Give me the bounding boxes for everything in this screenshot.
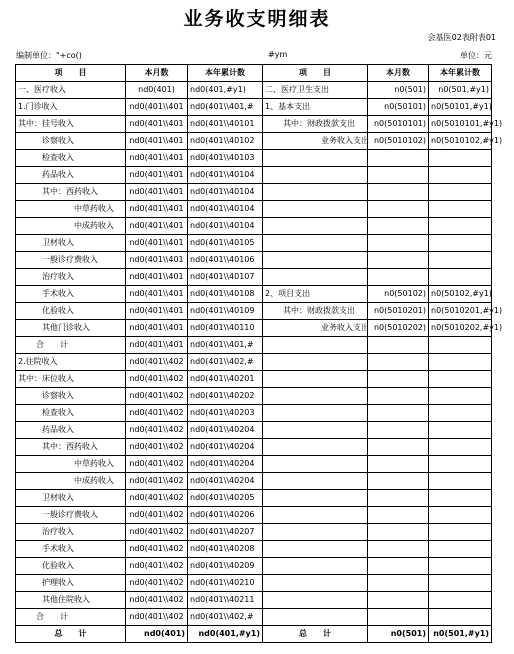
expense-ytd-value [429,388,492,405]
table-row [16,235,492,252]
income-ytd-value: nd0(401\\40202 [188,388,263,405]
expense-ytd-value [429,507,492,524]
expense-item: 业务收入支出 [263,320,368,337]
income-ytd-value: nd0(401\\40204 [188,473,263,490]
expense-item [263,524,368,541]
income-month-value: nd0(401\\402 [126,490,188,507]
expense-ytd-value [429,575,492,592]
income-item: 化验收入 [16,303,126,320]
income-month-value: nd0(401\\401 [126,286,188,303]
expense-item [263,201,368,218]
expense-ytd-value [429,235,492,252]
income-item: 1.门诊收入 [16,99,126,116]
income-item: 合 计 [16,337,126,354]
table-row [16,201,492,218]
table-row [16,286,492,303]
expense-ytd-value [429,150,492,167]
expense-ytd-value [429,337,492,354]
income-month-value: nd0(401\\402 [126,422,188,439]
income-item: 一般诊疗费收入 [16,252,126,269]
expense-month-value [368,252,429,269]
expense-ytd-value [429,252,492,269]
income-item: 其他住院收入 [16,592,126,609]
income-ytd-value: nd0(401\\40107 [188,269,263,286]
table-row [16,558,492,575]
expense-ytd-value [429,167,492,184]
income-month-value: nd0(401\\402 [126,609,188,626]
compiling-unit: 编制单位："+co() [16,51,82,60]
expense-month-value: n0(5010202) [368,320,429,337]
income-item: 药品收入 [16,167,126,184]
income-ytd-value: nd0(401\\40104 [188,184,263,201]
expense-ytd-value [429,558,492,575]
table-row [16,541,492,558]
income-item: 护理收入 [16,575,126,592]
income-item: 诊察收入 [16,388,126,405]
expense-month-value [368,167,429,184]
expense-item [263,150,368,167]
expense-ytd-value [429,371,492,388]
income-month-value: nd0(401\\401 [126,116,188,133]
expense-month-value [368,541,429,558]
table-row [16,490,492,507]
table-row [16,82,492,99]
expense-month-value [368,592,429,609]
expense-month-value: n0(50102) [368,286,429,303]
income-total-ytd: nd0(401,#y1) [188,626,263,643]
income-month-value: nd0(401\\401 [126,337,188,354]
detail-table [15,64,503,643]
table-row [16,184,492,201]
expense-month-value [368,507,429,524]
expense-ytd-value: n0(50101,#y1) [429,99,492,116]
income-ytd-value: nd0(401,#y1) [188,82,263,99]
income-month-value: nd0(401\\401 [126,99,188,116]
income-ytd-value: nd0(401\\40204 [188,422,263,439]
expense-ytd-value [429,456,492,473]
expense-month-value [368,218,429,235]
expense-month-value: n0(5010102) [368,133,429,150]
expense-month-value [368,405,429,422]
income-month-value: nd0(401) [126,82,188,99]
table-row [16,388,492,405]
expense-item [263,388,368,405]
income-ytd-value: nd0(401\\40103 [188,150,263,167]
expense-item [263,575,368,592]
income-month-value: nd0(401\\401 [126,252,188,269]
header-item-left: 项 目 [16,65,126,82]
expense-item [263,507,368,524]
income-ytd-value: nd0(401\\402,# [188,609,263,626]
income-ytd-value: nd0(401\\40201 [188,371,263,388]
table-row [16,218,492,235]
income-item: 一、医疗收入 [16,82,126,99]
expense-ytd-value: n0(50102,#y1) [429,286,492,303]
expense-item [263,490,368,507]
table-row [16,116,492,133]
form-number: 会基医02表附表01 [427,33,496,42]
income-item: 药品收入 [16,422,126,439]
table-row [16,354,492,371]
income-ytd-value: nd0(401\\40105 [188,235,263,252]
income-item: 合 计 [16,609,126,626]
expense-month-value [368,524,429,541]
table-row [16,473,492,490]
expense-ytd-value [429,354,492,371]
expense-item [263,558,368,575]
expense-item [263,592,368,609]
table-row [16,371,492,388]
currency-unit: 单位：元 [460,51,492,60]
expense-ytd-value: n0(5010102,#y1) [429,133,492,150]
income-ytd-value: nd0(401\\40203 [188,405,263,422]
income-month-value: nd0(401\\402 [126,354,188,371]
income-item: 治疗收入 [16,524,126,541]
income-month-value: nd0(401\\402 [126,473,188,490]
income-ytd-value: nd0(401\\40101 [188,116,263,133]
table-row [16,422,492,439]
income-ytd-value: nd0(401\\40208 [188,541,263,558]
expense-ytd-value: n0(501,#y1) [429,82,492,99]
header-item-right: 项 目 [263,65,368,82]
income-month-value: nd0(401\\402 [126,507,188,524]
income-ytd-value: nd0(401\\40204 [188,439,263,456]
income-month-value: nd0(401\\401 [126,320,188,337]
expense-month-value [368,575,429,592]
table-row [16,524,492,541]
expense-ytd-value [429,405,492,422]
income-item: 诊察收入 [16,133,126,150]
expense-ytd-value [429,439,492,456]
expense-ytd-value [429,592,492,609]
expense-month-value: n0(5010201) [368,303,429,320]
expense-ytd-value: n0(5010201,#y1) [429,303,492,320]
income-item: 中草药收入 [16,201,126,218]
expense-ytd-value [429,473,492,490]
income-ytd-value: nd0(401\\401,# [188,99,263,116]
report-period: #ym [268,50,288,59]
table-row [16,456,492,473]
income-item: 卫材收入 [16,235,126,252]
expense-item [263,473,368,490]
income-item: 中成药收入 [16,473,126,490]
income-month-value: nd0(401\\402 [126,592,188,609]
table-row [16,439,492,456]
income-item: 卫材收入 [16,490,126,507]
income-ytd-value: nd0(401\\40108 [188,286,263,303]
income-ytd-value: nd0(401\\40104 [188,218,263,235]
expense-ytd-value: n0(5010101,#y1) [429,116,492,133]
income-month-value: nd0(401\\401 [126,167,188,184]
income-item: 化验收入 [16,558,126,575]
expense-ytd-value: n0(5010202,#y1) [429,320,492,337]
table-row [16,405,492,422]
expense-month-value [368,371,429,388]
table-row [16,337,492,354]
expense-month-value [368,558,429,575]
income-total-label: 总 计 [16,626,126,643]
income-month-value: nd0(401\\402 [126,405,188,422]
income-month-value: nd0(401\\402 [126,388,188,405]
expense-item: 二、医疗卫生支出 [263,82,368,99]
table-row [16,269,492,286]
grand-total-row [16,626,492,643]
expense-month-value [368,490,429,507]
expense-item [263,371,368,388]
expense-item [263,235,368,252]
expense-item [263,269,368,286]
income-item: 其中：挂号收入 [16,116,126,133]
expense-month-value [368,150,429,167]
expense-month-value [368,354,429,371]
table-row [16,133,492,150]
expense-month-value [368,473,429,490]
expense-month-value [368,456,429,473]
expense-item [263,218,368,235]
expense-month-value [368,201,429,218]
income-month-value: nd0(401\\401 [126,150,188,167]
income-item: 手术收入 [16,541,126,558]
income-month-value: nd0(401\\402 [126,371,188,388]
expense-item [263,252,368,269]
income-ytd-value: nd0(401\\40204 [188,456,263,473]
expense-month-value: n0(501) [368,82,429,99]
expense-ytd-value [429,609,492,626]
expense-item: 其中：财政拨款支出 [263,116,368,133]
income-ytd-value: nd0(401\\40205 [188,490,263,507]
income-item: 手术收入 [16,286,126,303]
income-item: 治疗收入 [16,269,126,286]
header-month-right: 本月数 [368,65,429,82]
income-ytd-value: nd0(401\\40104 [188,167,263,184]
table-row [16,320,492,337]
table-row [16,575,492,592]
income-total-month: nd0(401) [126,626,188,643]
income-item: 其中：西药收入 [16,184,126,201]
expense-ytd-value [429,184,492,201]
expense-item [263,337,368,354]
income-ytd-value: nd0(401\\40206 [188,507,263,524]
income-ytd-value: nd0(401\\40104 [188,201,263,218]
expense-month-value: n0(50101) [368,99,429,116]
expense-total-month: n0(501) [368,626,429,643]
income-month-value: nd0(401\\402 [126,439,188,456]
income-month-value: nd0(401\\401 [126,184,188,201]
expense-month-value [368,422,429,439]
header-month-left: 本月数 [126,65,188,82]
income-month-value: nd0(401\\401 [126,303,188,320]
income-item: 中成药收入 [16,218,126,235]
income-month-value: nd0(401\\401 [126,201,188,218]
income-ytd-value: nd0(401\\401,# [188,337,263,354]
expense-month-value [368,609,429,626]
income-item: 其中：床位收入 [16,371,126,388]
expense-item: 业务收入支出 [263,133,368,150]
income-month-value: nd0(401\\402 [126,456,188,473]
expense-item [263,167,368,184]
expense-item [263,439,368,456]
expense-month-value [368,269,429,286]
expense-item: 2、项目支出 [263,286,368,303]
expense-item [263,422,368,439]
header-row [16,65,492,82]
expense-item [263,405,368,422]
income-ytd-value: nd0(401\\40211 [188,592,263,609]
table-row [16,609,492,626]
header-ytd-right: 本年累计数 [429,65,492,82]
expense-month-value [368,337,429,354]
expense-month-value [368,184,429,201]
expense-ytd-value [429,524,492,541]
income-item: 检查收入 [16,150,126,167]
income-ytd-value: nd0(401\\40109 [188,303,263,320]
expense-item [263,456,368,473]
income-item: 其中：西药收入 [16,439,126,456]
income-month-value: nd0(401\\402 [126,558,188,575]
expense-item: 1、基本支出 [263,99,368,116]
expense-month-value [368,235,429,252]
table-row [16,507,492,524]
expense-item [263,184,368,201]
income-item: 其他门诊收入 [16,320,126,337]
expense-item [263,354,368,371]
income-ytd-value: nd0(401\\40110 [188,320,263,337]
income-month-value: nd0(401\\401 [126,235,188,252]
expense-total-label: 总 计 [263,626,368,643]
table-row [16,303,492,320]
header-ytd-left: 本年累计数 [188,65,263,82]
income-ytd-value: nd0(401\\40210 [188,575,263,592]
expense-item [263,541,368,558]
income-month-value: nd0(401\\401 [126,218,188,235]
table-row [16,150,492,167]
income-item: 中草药收入 [16,456,126,473]
expense-total-ytd: n0(501,#y1) [429,626,492,643]
table-row [16,252,492,269]
income-month-value: nd0(401\\401 [126,269,188,286]
income-month-value: nd0(401\\402 [126,524,188,541]
income-ytd-value: nd0(401\\402,# [188,354,263,371]
expense-ytd-value [429,422,492,439]
expense-month-value [368,388,429,405]
expense-month-value [368,439,429,456]
expense-item: 其中：财政拨款支出 [263,303,368,320]
income-month-value: nd0(401\\401 [126,133,188,150]
income-item: 2.住院收入 [16,354,126,371]
table-row [16,167,492,184]
table-row [16,99,492,116]
expense-ytd-value [429,541,492,558]
income-ytd-value: nd0(401\\40207 [188,524,263,541]
income-ytd-value: nd0(401\\40102 [188,133,263,150]
expense-ytd-value [429,218,492,235]
income-item: 检查收入 [16,405,126,422]
income-month-value: nd0(401\\402 [126,541,188,558]
expense-month-value: n0(5010101) [368,116,429,133]
income-item: 一般诊疗费收入 [16,507,126,524]
expense-item [263,609,368,626]
income-ytd-value: nd0(401\\40209 [188,558,263,575]
expense-ytd-value [429,490,492,507]
table-row [16,592,492,609]
expense-ytd-value [429,201,492,218]
income-ytd-value: nd0(401\\40106 [188,252,263,269]
report-title: 业务收支明细表 [183,8,331,30]
expense-ytd-value [429,269,492,286]
income-month-value: nd0(401\\402 [126,575,188,592]
